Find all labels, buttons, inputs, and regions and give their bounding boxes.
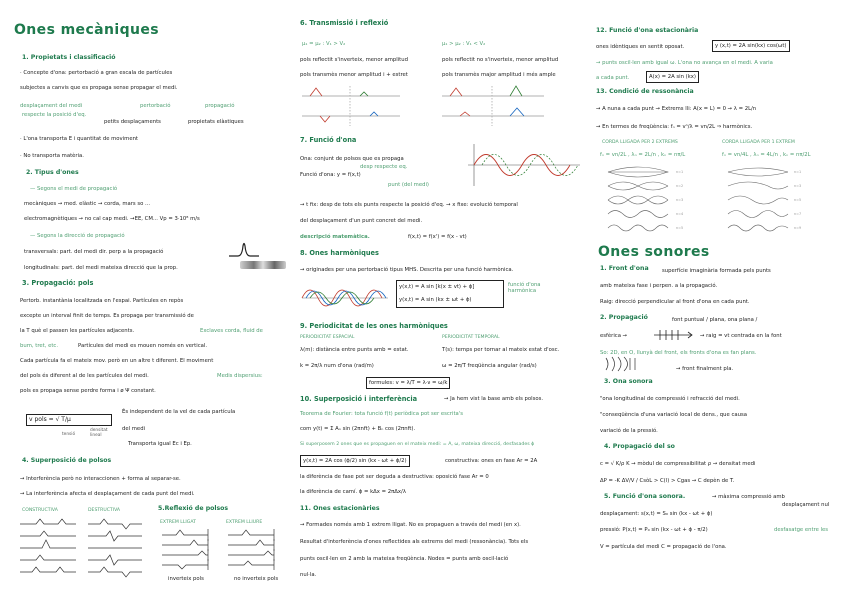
text-line: → màxima compressió amb <box>712 494 785 500</box>
diagram-label: no inverteix pols <box>234 576 279 582</box>
text-line: — Segons el medi de propagació <box>30 186 118 192</box>
diagram-label: CONSTRUCTIVA <box>22 508 58 513</box>
text-line: del pols és diferent al de les partícules del medi. <box>20 373 149 379</box>
svg-text:n=1: n=1 <box>676 170 684 174</box>
amplitude-formula-box: A(x) = 2A sin (kx) <box>646 71 699 83</box>
text-line: pertorbació <box>140 103 171 109</box>
text-line: Teorema de Fourier: tota funció f(t) periòdica pot ser escrita's <box>300 411 463 417</box>
text-line: f(x,t) = f(x') = f(x - vt) <box>408 234 467 240</box>
text-line: pols es propaga sense perdre forma i ø Ψ constant. <box>20 388 156 394</box>
formula: y(x,t) = A sin [k(x ± vt) + ϕ] <box>399 284 475 290</box>
section-title: 11. Ones estacionàries <box>300 505 380 512</box>
formula-annotation: funció d'ona harmònica <box>508 282 541 294</box>
section-title: 1. Front d'ona <box>600 265 649 272</box>
text-line: És independent de la vel de cada partícula <box>122 409 236 415</box>
text-line: μ₁ = μ₂ : V₁ > V₂ <box>302 41 346 47</box>
text-line: mecàniques → med. elàstic → corda, mars so ... <box>24 201 151 207</box>
text-line: ΔP = -K ΔV/V / CsòL > C(l) > Cgas → C depèn de T. <box>600 478 735 484</box>
text-line: bum, tret, etc. <box>20 343 59 349</box>
text-line: amb mateixa fase i perpen. a la propagació. <box>600 283 718 289</box>
text-line: · No transporta matèria. <box>20 153 84 159</box>
harmonic-formulas-box <box>396 280 504 308</box>
formula-annotation: densitat lineal <box>90 428 108 438</box>
text-line: · L'ona transporta E i quantitat de moviment <box>20 136 139 142</box>
section-title: 4. Propagació del so <box>604 443 675 450</box>
text-line: Resultat d'interferència d'ones reflectides als extrems del medi (ressonància). Tots els <box>300 539 529 545</box>
section-title: 2. Tipus d'ones <box>26 169 79 176</box>
diagram-label: DESTRUCTIVA <box>88 508 121 513</box>
text-line: → Ja hem vist la base amb els polsos. <box>444 396 544 402</box>
text-line: → Interferència però no interaccionen + forma al separar-se. <box>20 476 181 482</box>
text-line: → A nuna a cada punt → Extrems lli: A(x = L) = 0 → λ = 2L/n <box>596 106 757 112</box>
text-line: → raig = vt centrada en la font <box>700 333 782 339</box>
text-line: nul·la. <box>300 572 317 578</box>
text-line: constructiva: ones en fase Ar = 2A <box>445 458 538 464</box>
text-line: Raig: direcció perpendicular al front d'ona en cada punt. <box>600 299 750 305</box>
section-title: 5. Funció d'ona sonora. <box>604 493 686 500</box>
text-line: — Segons la direcció de propagació <box>30 233 125 239</box>
text-line: respecte la posició d'eq. <box>22 112 87 118</box>
text-line: ones idèntiques en sentit oposat. <box>596 44 685 50</box>
text-line: longitudinals: part. del medi mateixa direcció que la prop. <box>24 265 178 271</box>
text-line: com y(t) = Σ Aₙ sin (2πnft) + Bₙ cos (2πnft). <box>300 426 416 432</box>
svg-text:n=5: n=5 <box>794 198 802 202</box>
text-line: pols reflectit s'inverteix, menor amplitud <box>300 57 408 63</box>
text-line: → originades per una pertorbació tipus MHS. Descrita per una funció harmònica. <box>300 267 514 273</box>
text-line: → front finalment pla. <box>676 366 734 372</box>
text-line: la T què el passen les partícules adjacents. <box>20 328 135 334</box>
text-line: Si superposem 2 ones que es propaguen en el mateix medi: = A, ω, mateixa direcció, desfasades ϕ <box>300 442 535 447</box>
standing-wave-formula-box: y (x,t) = 2A sin(kx) cos(ωt) <box>712 40 790 52</box>
section-title: 6. Transmissió i reflexió <box>300 19 389 27</box>
text-line: propietats elàstiques <box>188 119 244 125</box>
column-mechanical-waves <box>0 0 290 599</box>
text-line: "conseqüència d'una variació local de dens., que causa <box>600 412 747 418</box>
section-title: 10. Superposició i interferència <box>300 395 418 403</box>
period-formulas-box: formules: v = λ/T = λ·ν = ω/k <box>366 377 450 389</box>
section-title: 1. Propietats i classificació <box>22 54 116 61</box>
text-line: Medis dispersius: <box>217 373 263 379</box>
section-title: 3. Ona sonora <box>604 378 653 385</box>
text-line: k = 2π/λ num d'ona (rad/m) <box>300 363 374 369</box>
section-title: 8. Ones harmòniques <box>300 249 379 257</box>
text-line: superfície imaginària formada pels punts <box>662 268 771 274</box>
column-standing-and-sound <box>594 0 848 599</box>
text-line: V = partícula del medi C = propagació de l'ona. <box>600 544 727 550</box>
text-line: esfèrica → <box>600 333 628 339</box>
text-line: fₙ = vn/4L , λₙ = 4L/n , kₙ = nπ/2L <box>722 152 811 158</box>
text-line: descripció matemàtica. <box>300 234 370 240</box>
text-line: T(s): temps per tornar al mateix estat d'osc. <box>442 347 560 353</box>
reflection-diagram <box>158 528 288 570</box>
pulse-speed-formula: v pols = √ T/μ <box>26 414 112 426</box>
text-line: la diferència de fase pot ser deguda a destructiva: oposició fase Ar = 0 <box>300 474 489 480</box>
formula-annotation: tensió <box>62 432 76 437</box>
text-line: excepte un interval finit de temps. Es propaga per transmissió de <box>20 313 194 319</box>
svg-text:n=3: n=3 <box>794 184 802 188</box>
text-line: → punts oscil·len amb igual ω. L'ona no avança en el medi. A varia <box>596 60 773 66</box>
wave-function-graph <box>464 142 582 188</box>
text-line: a cada punt. <box>596 75 630 81</box>
svg-text:n=1: n=1 <box>794 170 802 174</box>
text-line: electromagnètiques → no cal cap medi. →EE, CM... Vp = 3·10⁸ m/s <box>24 216 200 222</box>
diagram-label: inverteix pols <box>168 576 204 582</box>
section-title: 13. Condició de ressonància <box>596 88 694 95</box>
text-line: μ₁ > μ₂ : V₁ < V₂ <box>442 41 486 47</box>
text-line: propagació <box>205 103 235 109</box>
text-line: font puntual / plana, ona plana / <box>672 317 758 323</box>
subheading: CORDA LLIGADA PER 2 EXTREMS <box>602 140 678 145</box>
text-line: petits desplaçaments <box>104 119 161 125</box>
section-title: 3. Propagació: pols <box>22 279 94 287</box>
svg-text:n=7: n=7 <box>794 212 802 216</box>
text-line: desfasatge entre les <box>774 527 829 533</box>
text-line: ω = 2π/T freqüència angular (rad/s) <box>442 363 537 369</box>
text-line: Ona: conjunt de polsos que es propaga <box>300 156 404 162</box>
text-line: → t fix: desp de tots els punts respecte la posició d'eq. → x fixe: evolució temporal <box>300 202 518 208</box>
text-line: desp respecte eq. <box>360 164 408 170</box>
text-line: punts oscil·len en 2 amb la mateixa freqüència. Nodes = punts amb oscil·lació <box>300 556 509 562</box>
harmonic-waves-graph <box>300 280 390 316</box>
text-line: → En termes de freqüència: fₙ = vⁿ/λ = vn/2L ⇒ harmònics. <box>596 124 753 130</box>
text-line: Funció d'ona: y = f(x,t) <box>300 172 361 178</box>
text-line: Pertorb. instantània localitzada en l'espai. Partícules en repòs <box>20 298 184 304</box>
spherical-wave-icon <box>602 356 642 372</box>
text-line: Exclaves corda, fluid de <box>200 328 263 334</box>
text-line: Transporta igual Ec i Ep. <box>128 441 192 447</box>
text-line: punt (del medi) <box>388 182 429 188</box>
svg-text:n=3: n=3 <box>676 198 684 202</box>
text-line: → La interferència afecta el desplaçament de cada punt del medi. <box>20 491 195 497</box>
formula: y(x,t) = A sin (kx ± ωt + ϕ) <box>399 297 472 303</box>
text-line: fₙ = vn/2L , λₙ = 2L/n , kₙ = nπ/L <box>600 152 686 158</box>
text-line: So: 2D, en O, llunyà del front, els fronts d'ona es fan plans. <box>600 350 757 356</box>
section-title: 5.Reflexió de polsos <box>158 505 229 512</box>
text-line: desplaçament del medi <box>20 103 83 109</box>
svg-text:n=2: n=2 <box>676 184 684 188</box>
text-line: del desplaçament d'un punt concret del medi. <box>300 218 423 224</box>
text-line: pressió: P(x,t) = P₀ sin (kx - ωt + ϕ - π/2) <box>600 527 708 533</box>
section-title: 4. Superposició de polsos <box>22 457 112 464</box>
text-line: variació de la pressió. <box>600 428 658 434</box>
subheading: CORDA LLIGADA PER 1 EXTREM <box>722 140 795 145</box>
diagram-label: EXTREM LLIURE <box>226 520 263 525</box>
svg-text:n=5: n=5 <box>676 226 684 230</box>
text-line: desplaçament nul <box>782 502 830 508</box>
subheading: PERIODICITAT TEMPORAL <box>442 335 500 340</box>
text-line: → Formades només amb 1 extrem lligat. No es propaguen a través del medi (en x). <box>300 522 521 528</box>
main-title: Ones mecàniques <box>14 22 159 38</box>
text-line: c = √ K/ρ K → mòdul de compressibilitat ρ → densitat medi <box>600 461 756 467</box>
text-line: λ(m): distància entre punts amb = estat. <box>300 347 409 353</box>
section-title: 9. Periodicitat de les ones harmòniques <box>300 322 448 330</box>
section-title: 2. Propagació <box>600 314 648 321</box>
text-line: Partícules del medi es mouen només en vertical. <box>78 343 208 349</box>
text-line: pols transmès menor amplitud i + estret <box>300 72 408 78</box>
text-line: "ona longitudinal de compressió i refracció del medi. <box>600 396 740 402</box>
text-line: desplaçament: s(x,t) = S₀ sin (kx - ωt + ϕ) <box>600 511 713 517</box>
text-line: · Concepte d'ona: pertorbació a gran escala de partícules <box>20 70 173 76</box>
text-line: subjectes a canvis que es propaga sense propagar el medi. <box>20 85 178 91</box>
harmonics-diagram <box>598 164 838 236</box>
superposition-diagram <box>18 516 148 578</box>
transverse-pulse-icon <box>228 240 260 258</box>
column-waves-part2 <box>292 0 592 599</box>
diagram-label: EXTREM LLIGAT <box>160 520 196 525</box>
svg-text:n=9: n=9 <box>794 226 802 230</box>
sound-waves-title: Ones sonores <box>598 244 710 260</box>
text-line: pols reflectit no s'inverteix, menor amplitud <box>442 57 559 63</box>
text-line: del medi <box>122 426 146 432</box>
longitudinal-wave-image <box>240 259 286 271</box>
text-line: transversals: part. del medi dir. perp a la propagació <box>24 249 164 255</box>
text-line: la diferència de camí. ϕ = kΔx = 2πΔx/λ <box>300 489 406 495</box>
superposition-formula-box: y(x,t) = 2A cos (ϕ/2) sin (kx - ωt + ϕ/2) <box>300 455 410 467</box>
subheading: PERIODICITAT ESPACIAL <box>300 335 355 340</box>
text-line: Cada partícula fa el mateix mov. però en un altre t diferent. El moviment <box>20 358 214 364</box>
section-title: 12. Funció d'ona estacionària <box>596 27 699 34</box>
section-title: 7. Funció d'ona <box>300 136 357 144</box>
transmission-diagram <box>300 82 570 130</box>
text-line: pols transmès major amplitud i més ample <box>442 72 556 78</box>
plane-wave-icon <box>652 328 696 342</box>
svg-text:n=4: n=4 <box>676 212 684 216</box>
